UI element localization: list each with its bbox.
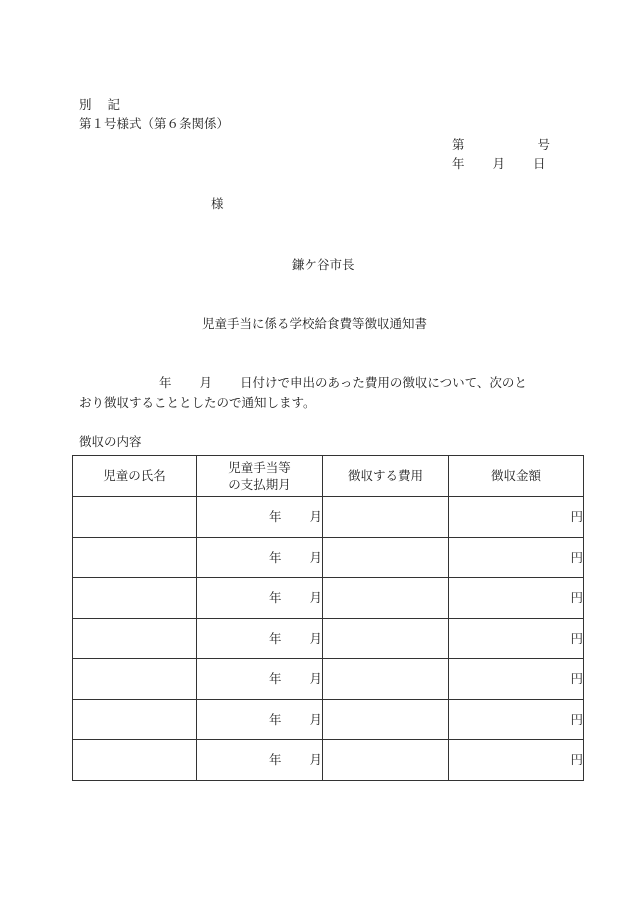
- year-label: 年: [268, 671, 282, 686]
- date-day-label: 日: [533, 156, 546, 171]
- amount-cell[interactable]: [449, 740, 584, 781]
- child-name-cell[interactable]: [73, 659, 197, 700]
- yen-label: 円: [570, 711, 583, 727]
- expense-cell[interactable]: [323, 740, 449, 781]
- table-row: [73, 537, 584, 578]
- table-row: [73, 699, 584, 740]
- table-row: [73, 740, 584, 781]
- yen-label: 円: [570, 671, 583, 686]
- year-label: 年: [268, 711, 282, 727]
- header-payment-period-line2: の支払期月: [228, 477, 291, 492]
- amount-cell[interactable]: [449, 699, 584, 740]
- header-child-name: 児童の氏名: [73, 456, 197, 497]
- child-name-cell[interactable]: [73, 740, 197, 781]
- addressee-honorific: 様: [211, 196, 224, 211]
- month-label: 月: [309, 752, 322, 767]
- yen-label: 円: [570, 549, 583, 565]
- body-line-1: [159, 377, 527, 390]
- body-month-label: 月: [199, 375, 213, 390]
- child-name-cell[interactable]: [73, 497, 197, 538]
- payment-period-cell[interactable]: [197, 618, 323, 659]
- header-amount: 徴収金額: [449, 456, 584, 497]
- month-label: 月: [309, 671, 322, 686]
- header-payment-period: [197, 456, 323, 497]
- expense-cell[interactable]: [323, 659, 449, 700]
- month-label: 月: [309, 590, 322, 605]
- payment-period-cell[interactable]: [197, 537, 323, 578]
- payment-period-cell[interactable]: [197, 699, 323, 740]
- table-row: [73, 618, 584, 659]
- table-row: [73, 497, 584, 538]
- expense-cell[interactable]: [323, 537, 449, 578]
- amount-cell[interactable]: [449, 578, 584, 619]
- collection-table: [72, 455, 584, 781]
- expense-cell[interactable]: [323, 618, 449, 659]
- year-label: 年: [268, 752, 282, 767]
- body-year-label: 年: [159, 375, 172, 390]
- payment-period-cell[interactable]: [197, 659, 323, 700]
- expense-cell[interactable]: [323, 578, 449, 619]
- amount-cell[interactable]: [449, 497, 584, 538]
- child-name-cell[interactable]: [73, 578, 197, 619]
- amount-cell[interactable]: [449, 618, 584, 659]
- document-number: [452, 139, 550, 152]
- month-label: 月: [309, 711, 322, 727]
- annex-heading: [79, 99, 120, 112]
- amount-cell[interactable]: [449, 659, 584, 700]
- payment-period-cell[interactable]: [197, 578, 323, 619]
- yen-label: 円: [570, 630, 583, 646]
- child-name-cell[interactable]: [73, 537, 197, 578]
- annex-heading-char1: 別: [79, 97, 92, 112]
- document-title: 児童手当に係る学校給食費等徴収通知書: [202, 316, 428, 331]
- table-header-row: [73, 456, 584, 497]
- date-month-label: 月: [492, 156, 506, 171]
- document-number-suffix: 号: [537, 137, 551, 152]
- yen-label: 円: [570, 509, 583, 524]
- month-label: 月: [309, 630, 322, 646]
- header-expense: 徴収する費用: [323, 456, 449, 497]
- month-label: 月: [309, 549, 322, 565]
- body-line-2: おり徴収することとしたので通知します。: [79, 395, 316, 410]
- month-label: 月: [309, 509, 322, 524]
- amount-cell[interactable]: [449, 537, 584, 578]
- year-label: 年: [268, 630, 282, 646]
- section-label: 徴収の内容: [79, 434, 142, 449]
- payment-period-cell[interactable]: [197, 497, 323, 538]
- annex-heading-char2: 記: [107, 97, 121, 112]
- body-line-1-text: 日付けで申出のあった費用の徴収について、次のと: [240, 375, 527, 390]
- document-number-prefix: 第: [452, 137, 465, 152]
- payment-period-cell[interactable]: [197, 740, 323, 781]
- date-year-label: 年: [452, 156, 465, 171]
- expense-cell[interactable]: [323, 497, 449, 538]
- document-date: [452, 158, 546, 171]
- yen-label: 円: [570, 752, 583, 767]
- year-label: 年: [268, 590, 282, 605]
- year-label: 年: [268, 549, 282, 565]
- expense-cell[interactable]: [323, 699, 449, 740]
- form-label: 第１号様式（第６条関係）: [79, 116, 230, 131]
- yen-label: 円: [570, 590, 583, 605]
- year-label: 年: [268, 509, 282, 524]
- issuer-name: 鎌ケ谷市長: [292, 257, 355, 272]
- table-row: [73, 659, 584, 700]
- table-row: [73, 578, 584, 619]
- header-payment-period-line1: 児童手当等: [228, 459, 291, 475]
- child-name-cell[interactable]: [73, 618, 197, 659]
- child-name-cell[interactable]: [73, 699, 197, 740]
